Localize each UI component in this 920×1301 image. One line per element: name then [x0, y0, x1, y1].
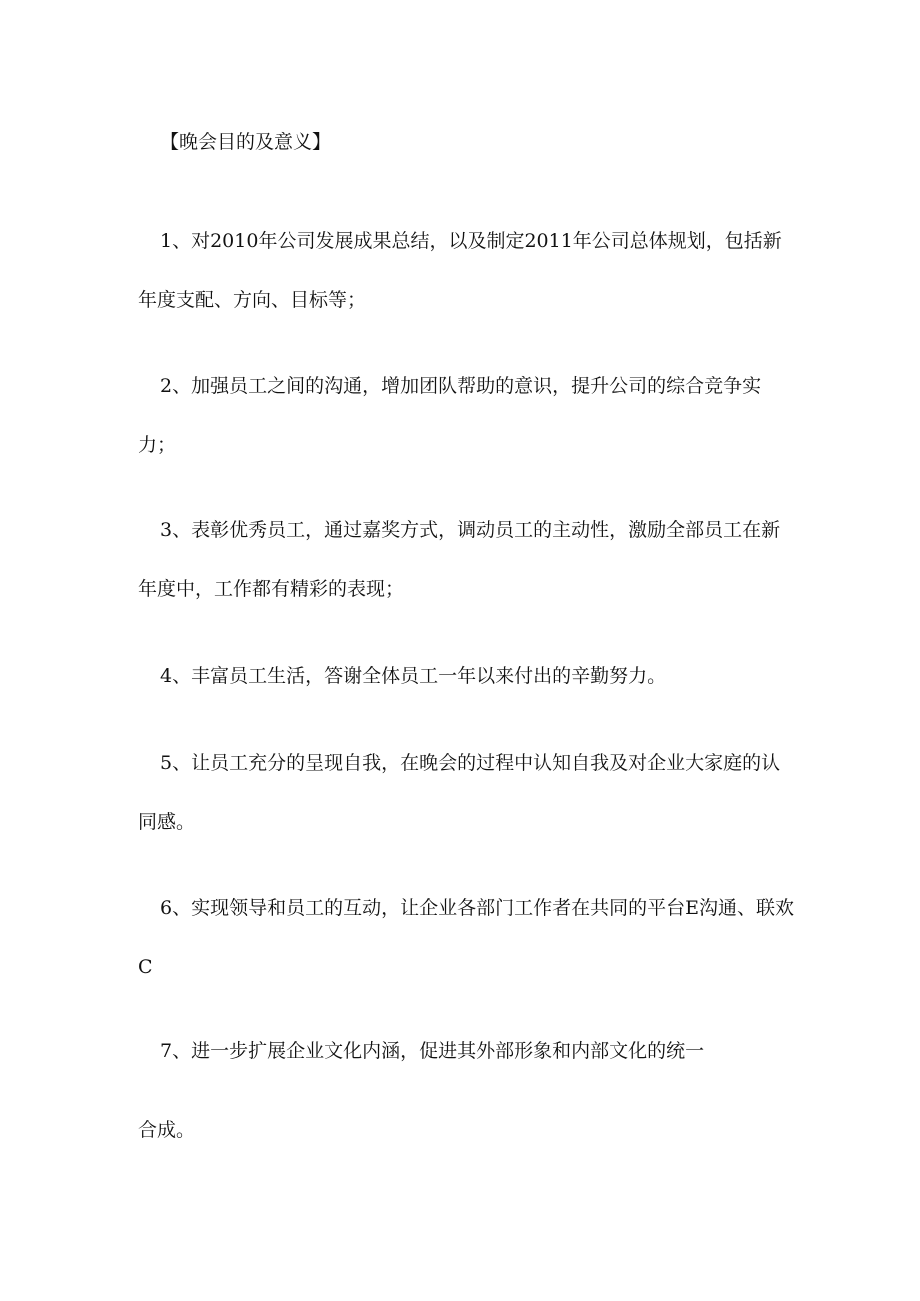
paragraph-6: 6、实现领导和员工的互动，让企业各部门工作者在共同的平台E沟通、联欢C — [138, 897, 794, 978]
paragraph-2: 2、加强员工之间的沟通，增加团队帮助的意识，提升公司的综合竞争实力； — [138, 375, 762, 456]
paragraph-5: 5、让员工充分的呈现自我，在晚会的过程中认知自我及对企业大家庭的认同感。 — [138, 752, 781, 833]
paragraph-1: 1、对2010年公司发展成果总结，以及制定2011年公司总体规划，包括新年度支配、方向、目标等； — [138, 230, 782, 311]
paragraph-7-line-1: 7、进一步扩展企业文化内涵，促进其外部形象和内部文化的统一 — [160, 1040, 705, 1062]
paragraph-3: 3、表彰优秀员工，通过嘉奖方式，调动员工的主动性，激励全部员工在新年度中，工作都有精彩的表现； — [138, 519, 781, 600]
paragraph-7-line-2: 合成。 — [138, 1119, 196, 1141]
paragraph-4: 4、丰富员工生活，答谢全体员工一年以来付出的辛勤努力。 — [160, 665, 667, 687]
section-heading: 【晚会目的及意义】 — [160, 131, 332, 153]
